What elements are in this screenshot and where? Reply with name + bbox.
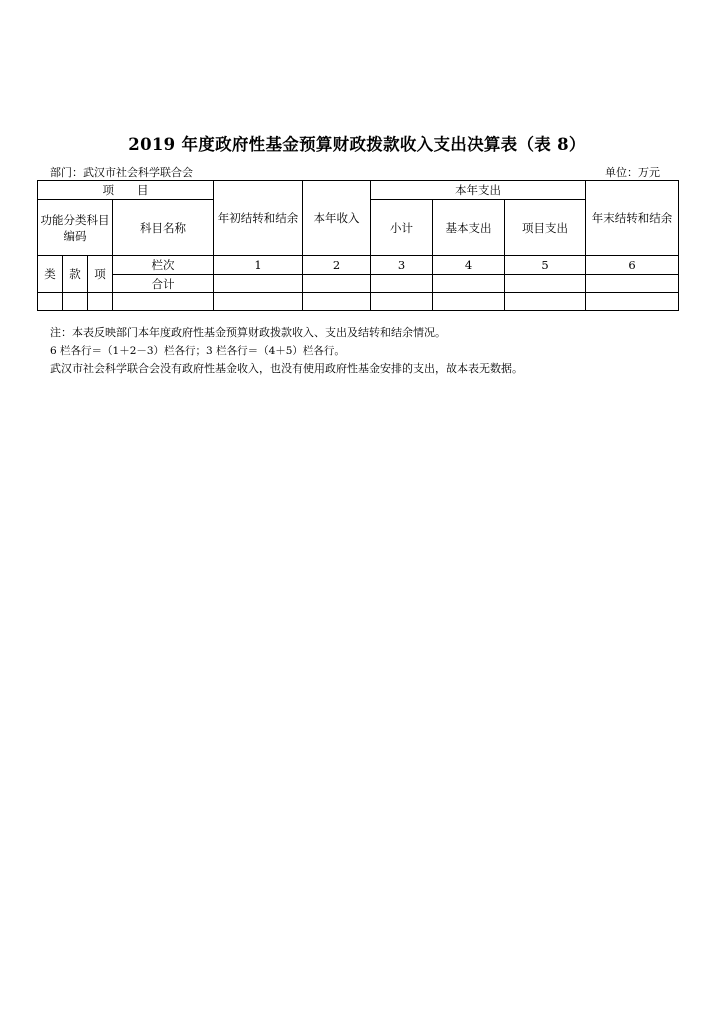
table-cell <box>214 275 303 293</box>
table-cell <box>505 293 586 311</box>
table-cell <box>214 293 303 311</box>
unit-label: 单位：万元 <box>605 166 660 179</box>
header-subtotal: 小计 <box>371 200 433 256</box>
header-subject-name: 科目名称 <box>113 200 214 256</box>
table-cell <box>371 293 433 311</box>
table-cell <box>505 275 586 293</box>
table-cell <box>303 293 371 311</box>
total-label: 合计 <box>113 275 214 293</box>
table-cell <box>38 293 63 311</box>
table-cell <box>113 293 214 311</box>
header-kuan: 款 <box>63 256 88 293</box>
department-label: 部门：武汉市社会科学联合会 <box>50 166 193 179</box>
table-cell <box>433 275 505 293</box>
header-func-code: 功能分类科目编码 <box>38 200 113 256</box>
header-lanci: 栏次 <box>113 256 214 275</box>
col-number: 3 <box>371 256 433 275</box>
header-expense: 本年支出 <box>371 181 586 200</box>
col-number: 2 <box>303 256 371 275</box>
header-basic: 基本支出 <box>433 200 505 256</box>
table-cell <box>371 275 433 293</box>
col-number: 5 <box>505 256 586 275</box>
table-cell <box>586 275 679 293</box>
table-cell <box>303 275 371 293</box>
header-xiang: 项 <box>88 256 113 293</box>
note-line: 武汉市社会科学联合会没有政府性基金收入，也没有使用政府性基金安排的支出，故本表无数据。 <box>50 362 523 375</box>
header-begin-balance: 年初结转和结余 <box>214 181 303 256</box>
header-income: 本年收入 <box>303 181 371 256</box>
col-number: 1 <box>214 256 303 275</box>
header-project: 项目支出 <box>505 200 586 256</box>
table-cell <box>586 293 679 311</box>
note-line: 6 栏各行＝（1＋2－3）栏各行；3 栏各行＝（4＋5）栏各行。 <box>50 345 345 357</box>
page-title: 2019 年度政府性基金预算财政拨款收入支出决算表（表 8） <box>128 135 586 154</box>
note-line: 注：本表反映部门本年度政府性基金预算财政拨款收入、支出及结转和结余情况。 <box>50 326 446 339</box>
notes <box>50 324 523 378</box>
table-cell <box>88 293 113 311</box>
col-number: 6 <box>586 256 679 275</box>
header-item: 项 目 <box>38 181 214 200</box>
header-lei: 类 <box>38 256 63 293</box>
col-number: 4 <box>433 256 505 275</box>
table-cell <box>63 293 88 311</box>
budget-table <box>37 180 679 311</box>
table-cell <box>433 293 505 311</box>
header-end-balance: 年末结转和结余 <box>586 181 679 256</box>
